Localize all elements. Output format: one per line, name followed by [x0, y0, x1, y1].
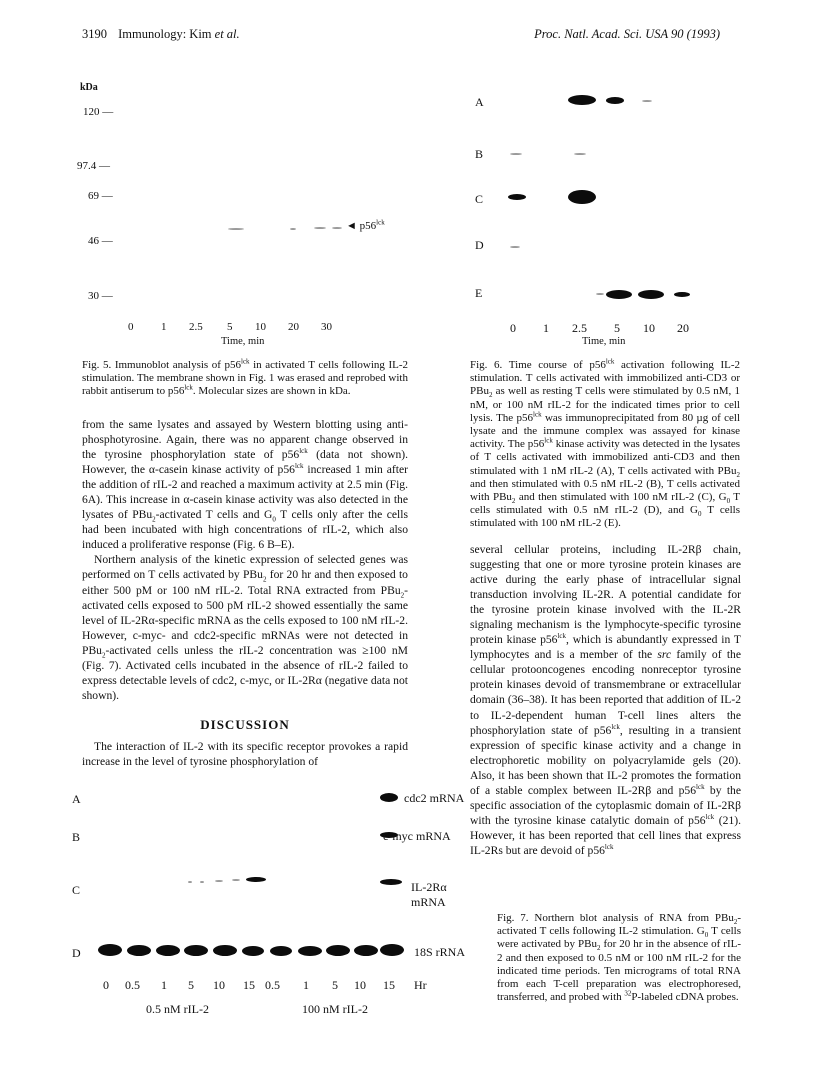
- fig6-band: [508, 194, 526, 200]
- fig6-band: [510, 153, 522, 155]
- fig7-band: [98, 944, 122, 956]
- fig7-band: [213, 945, 237, 956]
- fig7-band: [184, 945, 208, 956]
- paragraph: The interaction of IL-2 with its specific receptor provokes a rapid increase in the level of tyrosine phosphorylation of: [82, 739, 408, 768]
- figure-6-caption: Fig. 6. Time course of $p56^{lck}$ activation following IL-2 stimulation. T cells activated with immobilized anti-CD3 or PBu$_2$ as well as resting T cells were stimulated by 0.5 nM, 1 nM, or 100 nM rIL-2 for the indicated times prior to cell lysis. The $p56^{lck}$ was immunoprecipitated from 80 µg of cell lysate and the immune complex was assayed for kinase activity. The $p56^{lck}$ kinase activity was detected in the lysates of T cells activated with immobilized anti-CD3 and then stimulated with 1 nM rIL-2 (A), T cells activated with PBu$_2$ and then stimulated with 0.5 nM rIL-2 (B), T cells activated with PBu$_2$ and then stimulated with 100 nM rIL-2 (C), $G_0$ T cells stimulated with 0.5 nM rIL-2 (D), and $G_0$ T cells stimulated with 100 nM rIL-2 (E).: [470, 357, 741, 530]
- fig7-tick: 15: [383, 978, 395, 992]
- fig7-row-a: A: [72, 792, 81, 806]
- fig5-band: [332, 227, 342, 229]
- fig6-band: [674, 292, 690, 297]
- fig7-band: [298, 946, 322, 956]
- fig5-tick: 2.5: [189, 321, 203, 333]
- fig7-band: [326, 945, 350, 956]
- fig6-tick: 10: [643, 321, 655, 335]
- fig6-tick: 2.5: [572, 321, 587, 335]
- figure-6: [470, 80, 730, 350]
- fig5-time-label: Time, min: [221, 336, 265, 347]
- fig6-tick: 0: [510, 321, 516, 335]
- paragraph: from the same lysates and assayed by Western blotting using anti-phosphotyrosine. Again, there was no apparent change observed in the tyrosine phosphorylation state of $p56^{lck}$ (data not shown). However, the α-casein kinase activity of $p56^{lck}$ increased 1 min after the addition of rIL-2 and reached a maximum activity at 2.5 min (Fig. 6A). This increase in α-casein kinase activity was also detected in the lysates of PBu$_2$-activated T cells and $G_0$ T cells only after the cells had been incubated with high concentrations of rIL-2, which also induced a proliferative response (Fig. 6 B–E).: [82, 418, 409, 552]
- fig6-row-a: A: [475, 95, 484, 109]
- fig7-tick: 1: [303, 978, 309, 992]
- authors-etal: et al.: [214, 27, 240, 41]
- marker-97: 97.4 —: [77, 160, 110, 172]
- fig6-row-c: C: [475, 192, 484, 206]
- fig7-label-cdc2: cdc2 mRNA: [404, 791, 465, 805]
- page-number: 3190: [82, 27, 107, 41]
- fig7-label-il2ra: IL-2Rα mRNA: [411, 880, 447, 909]
- fig7-tick: 5: [188, 978, 194, 992]
- marker-69: 69 —: [88, 190, 113, 202]
- fig7-band: [380, 944, 404, 956]
- fig7-band: [215, 880, 223, 882]
- section-heading-discussion: DISCUSSION: [200, 716, 290, 732]
- fig7-band: [380, 879, 402, 885]
- fig7-tick: 1: [161, 978, 167, 992]
- fig7-row-b: B: [72, 830, 81, 844]
- running-header-left: [82, 27, 240, 42]
- fig7-group-label: 100 nM rIL-2: [302, 1002, 368, 1016]
- marker-120: 120 —: [83, 106, 114, 118]
- fig5-tick: 0: [128, 321, 134, 333]
- fig7-label-18s: 18S rRNA: [414, 945, 466, 959]
- paragraph: Northern analysis of the kinetic expression of selected genes was performed on T cells activated by PBu$_2$ for 20 hr and then exposed to either 500 pM or 100 nM rIL-2. Total RNA extracted from PBu$_2$-activated cells exposed to 500 pM rIL-2 showed essentially the same level of IL-2Rα-specific mRNA as the cells exposed to 100 nM rIL-2. However, c-myc- and cdc2-specific mRNAs were not detected in PBu$_2$-activated cells unless the rIL-2 concentration was ≥100 nM (Fig. 7). Activated cells incubated in the absence of rIL-2 failed to express detectable levels of cdc2, c-myc, or IL-2Rα (negative data not shown).: [82, 553, 408, 702]
- figure-5: [77, 80, 400, 350]
- fig6-band: [568, 95, 596, 105]
- fig6-row-d: D: [475, 238, 484, 252]
- fig7-row-d: D: [72, 946, 81, 960]
- fig7-band: [354, 945, 378, 956]
- fig7-tick: 15: [243, 978, 255, 992]
- fig5-band: [290, 228, 296, 230]
- fig6-band: [642, 100, 652, 102]
- marker-46: 46 —: [88, 235, 113, 247]
- fig7-band: [232, 879, 240, 881]
- fig7-band: [246, 877, 266, 882]
- fig6-band: [574, 153, 586, 155]
- fig7-tick: 5: [332, 978, 338, 992]
- fig6-band: [596, 293, 604, 295]
- fig7-tick: 10: [213, 978, 225, 992]
- fig6-band: [638, 290, 664, 299]
- p56lck-band-label: ◄ $p56^{lck}$: [346, 218, 385, 232]
- fig5-tick: 10: [255, 321, 266, 333]
- fig7-band: [270, 946, 292, 956]
- fig7-band: [380, 793, 398, 802]
- fig5-band: [228, 228, 244, 230]
- fig5-tick: 30: [321, 321, 332, 333]
- marker-30: 30 —: [88, 290, 113, 302]
- fig5-band: [314, 227, 326, 229]
- figure-5-caption: Fig. 5. Immunoblot analysis of $p56^{lck}$ in activated T cells following IL-2 stimulation. The membrane shown in Fig. 1 was erased and reprobed with rabbit antiserum to $p56^{lck}$. Molecular sizes are shown in kDa.: [82, 357, 408, 398]
- fig7-hr-label: Hr: [414, 978, 427, 992]
- fig5-tick: 5: [227, 321, 233, 333]
- fig7-band: [200, 881, 204, 883]
- fig6-tick: 20: [677, 321, 689, 335]
- left-column: [82, 417, 408, 769]
- fig6-band: [606, 97, 624, 104]
- fig6-row-b: B: [475, 147, 484, 161]
- fig5-tick: 20: [288, 321, 299, 333]
- paragraph: several cellular proteins, including IL-2Rβ chain, suggesting that one or more tyrosine protein kinases are active during the early phase of intracellular signal transduction involving IL-2R. A potential candidate for the tyrosine protein kinase involved with the IL-2R signaling mechanism is the lymphocyte-specific tyrosine protein kinase $p56^{lck}$, which is abundantly expressed in T lymphocytes and is a member of the src family of the cellular protooncogenes encoding nonreceptor tyrosine protein kinases devoid of transmembrane or extracellular domain (36–38). It has been reported that addition of IL-2 to IL-2-dependent human T-cell lines alters the phosphorylation state of $p56^{lck}$, resulting in a transient expression of specific kinase activity and a change in electrophoretic mobility on polyacrylamide gels (20). Also, it has been shown that IL-2 promotes the formation of a stable complex between IL-2Rβ and $p56^{lck}$ by the specific association of the cytoplasmic domain of IL-2Rβ with the tyrosine kinase catalytic domain of $p56^{lck}$ (21). However, it has been reported that cell lines that express IL-2Rs but are devoid of $p56^{lck}$: [470, 543, 742, 857]
- journal-citation: Proc. Natl. Acad. Sci. USA 90 (1993): [534, 27, 720, 41]
- fig7-tick: 10: [354, 978, 366, 992]
- fig6-tick: 1: [543, 321, 549, 335]
- fig6-time-label: Time, min: [582, 336, 626, 347]
- fig6-band: [606, 290, 632, 299]
- fig6-band: [510, 246, 520, 248]
- fig7-band: [127, 945, 151, 956]
- fig6-band: [568, 190, 596, 204]
- fig6-row-e: E: [475, 286, 483, 300]
- figure-7-caption: Fig. 7. Northern blot analysis of RNA from PBu$_2$-activated T cells following IL-2 stimulation. $G_0$ T cells were activated by PBu$_2$ for 20 hr in the absence of rIL-2 and then exposed to 0.5 nM or 100 nM rIL-2 for the indicated time periods. Ten micrograms of total RNA from each T-cell preparation was electrophoresed, transferred, and probed with $^{32}$P-labeled cDNA probes.: [497, 912, 741, 1004]
- fig7-row-c: C: [72, 883, 81, 897]
- kda-label: kDa: [80, 82, 98, 93]
- fig7-band: [188, 881, 192, 883]
- right-column: [470, 542, 741, 858]
- fig7-tick: 0.5: [125, 978, 140, 992]
- fig7-group-label: 0.5 nM rIL-2: [146, 1002, 209, 1016]
- fig7-tick: 0.5: [265, 978, 280, 992]
- fig5-tick: 1: [161, 321, 167, 333]
- fig7-tick: 0: [103, 978, 109, 992]
- fig7-band: [156, 945, 180, 956]
- fig6-tick: 5: [614, 321, 620, 335]
- fig7-label-cmyc: c-myc mRNA: [383, 829, 451, 843]
- figure-7: [70, 780, 480, 1040]
- section-title: Immunology: Kim: [118, 27, 215, 41]
- fig7-band: [242, 946, 264, 956]
